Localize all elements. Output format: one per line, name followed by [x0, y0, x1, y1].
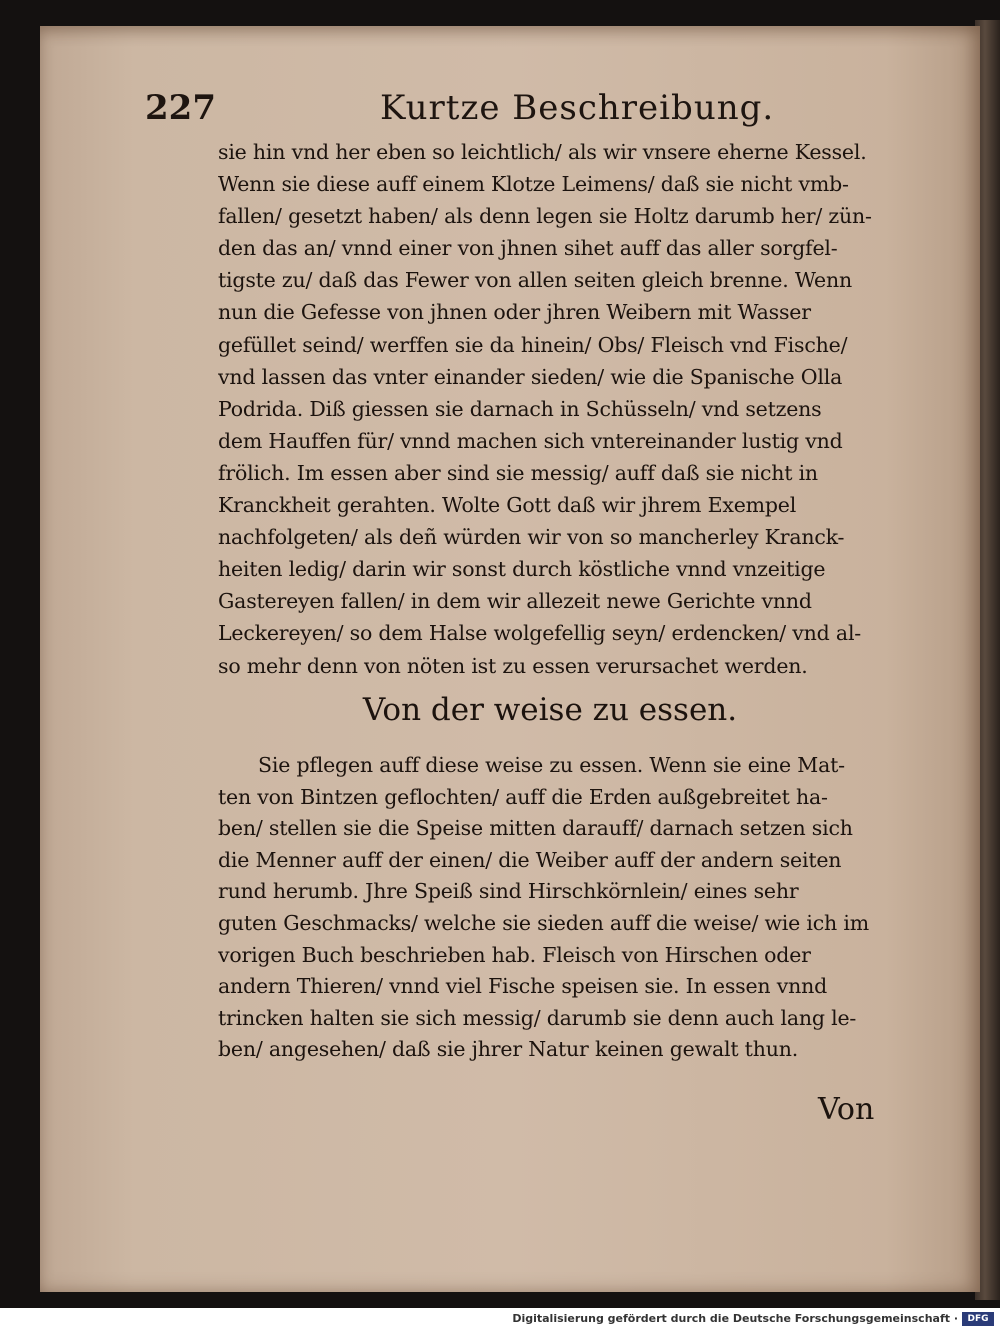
page-number: 227	[145, 88, 216, 128]
text-line: heiten ledig/ darin wir sonst durch köstliche vnnd vnzeitige	[218, 557, 826, 582]
text-line: ben/ stellen sie die Speise mitten darauff/ darnach setzen sich	[218, 816, 853, 841]
text-line: dem Hauffen für/ vnnd machen sich vntereinander lustig vnd	[218, 428, 843, 453]
text-line: rund herumb. Jhre Speiß sind Hirschkörnlein/ eines sehr	[218, 879, 799, 904]
page-header	[145, 88, 880, 132]
text-line: nun die Gefesse von jhnen oder jhren Weibern mit Wasser	[218, 300, 811, 325]
text-line: nachfolgeten/ als deñ würden wir von so mancherley Kranck-	[218, 525, 845, 550]
catchword: Von	[818, 1092, 875, 1127]
text-line: gefüllet seind/ werffen sie da hinein/ Obs/ Fleisch vnd Fische/	[218, 332, 848, 357]
text-line: Gastereyen fallen/ in dem wir allezeit newe Gerichte vnnd	[218, 589, 812, 614]
text-line: Leckereyen/ so dem Halse wolgefellig seyn/ erdencken/ vnd al-	[218, 621, 862, 646]
text-line: den das an/ vnnd einer von jhnen sihet auff das aller sorgfel-	[218, 236, 838, 261]
text-line: frölich. Im essen aber sind sie messig/ auff daß sie nicht in	[218, 460, 818, 485]
text-line: andern Thieren/ vnnd viel Fische speisen sie. In essen vnnd	[218, 974, 828, 999]
text-line: guten Geschmacks/ welche sie sieden auff die weise/ wie ich im	[218, 910, 869, 935]
text-line: Kranckheit gerahten. Wolte Gott daß wir jhrem Exempel	[218, 493, 797, 518]
text-line: fallen/ gesetzt haben/ als denn legen sie Holtz darumb her/ zün-	[218, 204, 872, 229]
text-line: sie hin vnd her eben so leichtlich/ als wir vnsere eherne Kessel.	[218, 140, 867, 164]
text-line: ten von Bintzen geflochten/ auff die Erden außgebreitet ha-	[218, 784, 828, 809]
paragraph-eating-customs	[218, 750, 888, 1066]
funding-credit: Digitalisierung gefördert durch die Deutsche Forschungsgemeinschaft ·	[512, 1312, 958, 1325]
text-line: so mehr denn von nöten ist zu essen verursachet werden.	[218, 653, 808, 678]
text-line: ben/ angesehen/ daß sie jhrer Natur keinen gewalt thun.	[218, 1037, 799, 1062]
text-line: Podrida. Diß giessen sie darnach in Schüsseln/ vnd setzens	[218, 396, 822, 421]
text-line: Wenn sie diese auff einem Klotze Leimens/ daß sie nicht vmb-	[218, 172, 849, 197]
text-line: Sie pflegen auff diese weise zu essen. Wenn sie eine Mat-	[258, 753, 845, 777]
section-heading: Von der weise zu essen.	[362, 692, 738, 728]
text-line: tigste zu/ daß das Fewer von allen seiten gleich brenne. Wenn	[218, 268, 852, 293]
paragraph-continued	[218, 136, 888, 682]
text-line: vnd lassen das vnter einander sieden/ wie die Spanische Olla	[218, 364, 843, 389]
text-line: trincken halten sie sich messig/ darumb sie denn auch lang le-	[218, 1005, 857, 1030]
running-title: Kurtze Beschreibung.	[380, 88, 775, 128]
text-line: die Menner auff der einen/ die Weiber auff der andern seiten	[218, 847, 842, 872]
footer-bar	[0, 1308, 1000, 1331]
dfg-logo: DFG	[962, 1312, 994, 1326]
text-line: vorigen Buch beschrieben hab. Fleisch von Hirschen oder	[218, 942, 811, 967]
